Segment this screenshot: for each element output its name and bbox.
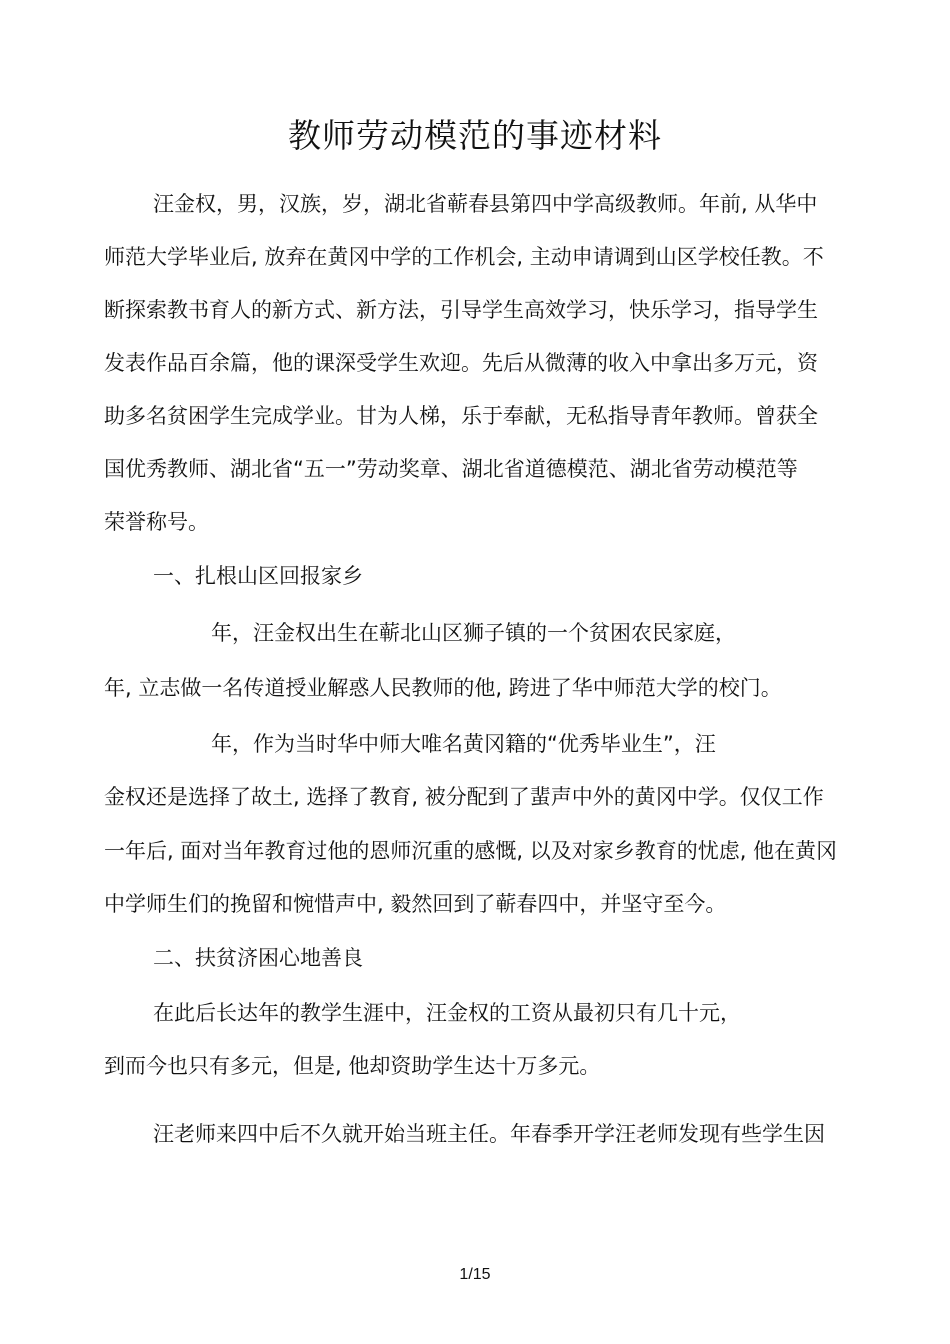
paragraph-line: 国优秀教师、湖北省“五一”劳动奖章、湖北省道德模范、湖北省劳动模范等 xyxy=(104,457,798,481)
paragraph-line: 金权还是选择了故土, 选择了教育, 被分配到了蜚声中外的黄冈中学。仅仅工作 xyxy=(104,785,824,809)
paragraph-line: 汪老师来四中后不久就开始当班主任。年春季开学汪老师发现有些学生因 xyxy=(153,1122,825,1146)
paragraph-line: 师范大学毕业后, 放弃在黄冈中学的工作机会, 主动申请调到山区学校任教。不 xyxy=(104,245,824,269)
section-heading: 一、扎根山区回报家乡 xyxy=(153,564,363,588)
paragraph-line: 到而今也只有多元，但是, 他却资助学生达十万多元。 xyxy=(104,1054,601,1078)
paragraph-line: 年，作为当时华中师大唯名黄冈籍的“优秀毕业生”，汪 xyxy=(211,732,716,756)
paragraph-line: 助多名贫困学生完成学业。甘为人梯，乐于奉献，无私指导青年教师。曾获全 xyxy=(104,404,818,428)
paragraph-line: 年，汪金权出生在蕲北山区狮子镇的一个贫困农民家庭， xyxy=(211,621,736,645)
paragraph-line: 发表作品百余篇，他的课深受学生欢迎。先后从微薄的收入中拿出多万元，资 xyxy=(104,351,818,375)
document-title: 教师劳动模范的事迹材料 xyxy=(288,116,662,155)
paragraph-line: 中学师生们的挽留和惋惜声中, 毅然回到了蕲春四中，并坚守至今。 xyxy=(104,892,727,916)
page-number: 1/15 xyxy=(459,1266,491,1283)
paragraph-line: 在此后长达年的教学生涯中，汪金权的工资从最初只有几十元， xyxy=(153,1001,741,1025)
paragraph-line: 断探索教书育人的新方式、新方法，引导学生高效学习，快乐学习，指导学生 xyxy=(104,298,818,322)
paragraph-line: 荣誉称号。 xyxy=(104,510,209,534)
paragraph-line: 汪金权，男，汉族，岁，湖北省蕲春县第四中学高级教师。年前, 从华中 xyxy=(153,192,818,216)
paragraph-line: 年, 立志做一名传道授业解惑人民教师的他, 跨进了华中师范大学的校门。 xyxy=(104,676,782,700)
paragraph-line: 一年后, 面对当年教育过他的恩师沉重的感慨, 以及对家乡教育的忧虑, 他在黄冈 xyxy=(104,839,838,863)
section-heading: 二、扶贫济困心地善良 xyxy=(153,946,363,970)
